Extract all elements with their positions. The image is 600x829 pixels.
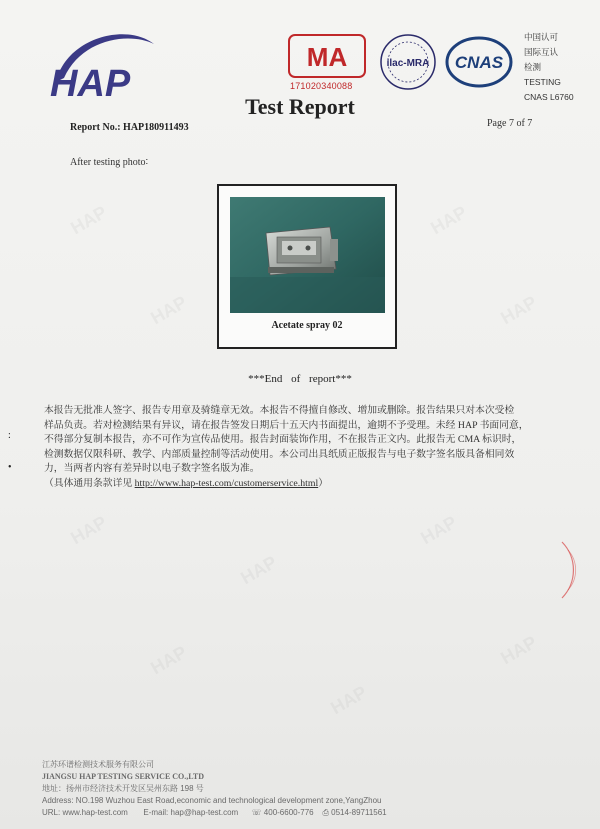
report-no-label: Report No.: (70, 122, 121, 133)
fax-icon: ⎙ (322, 808, 329, 817)
notice-line: 本报告无批准人签字、报告专用章及骑缝章无效。本报告不得擅自修改、增加或删除。报告结果只对本次受检 (44, 405, 515, 416)
footer-company-cn: 江苏环谱检测技术服务有限公司 (42, 760, 154, 769)
watermark: HAP (67, 511, 111, 549)
footer-contact (42, 807, 387, 819)
cert-line: 国际互认 (524, 47, 559, 57)
cma-text: MA (306, 42, 348, 72)
notice-line: 力，当两者内容有差异时以电子数字签名版为准。 (44, 463, 260, 475)
footer-url: URL: www.hap-test.com (42, 808, 128, 817)
watermark: HAP (497, 291, 541, 329)
report-title: Test Report (245, 94, 355, 119)
cma-number: 171020340088 (290, 81, 353, 91)
watermark: HAP (147, 641, 191, 679)
after-testing-label: After testing photo∶ (70, 157, 149, 168)
cert-line: TESTING (524, 77, 561, 87)
page-number: Page 7 of 7 (487, 118, 533, 129)
phone-icon: ☏ (251, 808, 262, 817)
footer-fax: 0514-89711561 (331, 808, 387, 817)
sample-photo (230, 197, 385, 313)
footer-phone: 400-6600-776 (263, 808, 314, 817)
photo-frame (217, 184, 397, 349)
notice-line: 不得部分复制本报告，亦不可作为宣传品使用。报告封面装饰作用，不在报告正文内。此报告无 CMA 标识时， (44, 434, 522, 446)
cert-line: 检测 (524, 62, 542, 72)
notice-link-line (44, 477, 584, 492)
ilac-mra-logo (378, 32, 438, 92)
watermark: HAP (327, 681, 371, 719)
customer-service-link[interactable]: http://www.hap-test.com/customerservice.html (134, 477, 319, 489)
footer-address-cn: 地址：扬州市经济技术开发区吴州东路 198 号 (42, 784, 204, 793)
watermark: HAP (427, 201, 471, 239)
report-number (70, 122, 189, 133)
cert-line: 中国认可 (524, 32, 559, 42)
watermark: HAP (417, 511, 461, 549)
watermark: HAP (147, 291, 191, 329)
seal-stamp-fragment (560, 540, 582, 600)
hap-logo-text: HAP (50, 63, 131, 105)
watermark: HAP (237, 551, 281, 589)
cma-mark (288, 34, 372, 96)
notice-line: 样品负责。若对检测结果有异议，请在报告签发日期后十五天内书面提出，逾期不予受理。未经 HAP 书面同意， (44, 419, 529, 431)
terms-notice (44, 404, 584, 492)
end-of-report: ***End of report*** (248, 373, 352, 385)
watermark: HAP (497, 631, 541, 669)
cnas-text: CNAS (454, 53, 504, 72)
report-no-value: HAP180911493 (123, 122, 189, 133)
footer (42, 759, 387, 819)
notice-line: 检测数据仅限科研、教学、内部质量控制等活动使用。本公司出具纸质正版报告与电子数字签名版具备相同效 (44, 448, 515, 460)
notice-link-suffix: ） (318, 477, 328, 489)
footer-address-en: Address: NO.198 Wuzhou East Road,economic and technological development zone,YangZhou (42, 796, 382, 805)
footer-company-en: JIANGSU HAP TESTING SERVICE CO.,LTD (42, 772, 204, 781)
cert-line: CNAS L6760 (524, 92, 574, 102)
cnas-logo (444, 32, 514, 92)
notice-link-prefix: （具体通用条款详见 (44, 477, 135, 489)
watermark: HAP (67, 201, 111, 239)
footer-email: E-mail: hap@hap-test.com (143, 808, 239, 817)
ilac-text: ilac-MRA (386, 58, 430, 69)
photo-caption: Acetate spray 02 (271, 320, 343, 331)
margin-marks: : • (8, 430, 12, 473)
